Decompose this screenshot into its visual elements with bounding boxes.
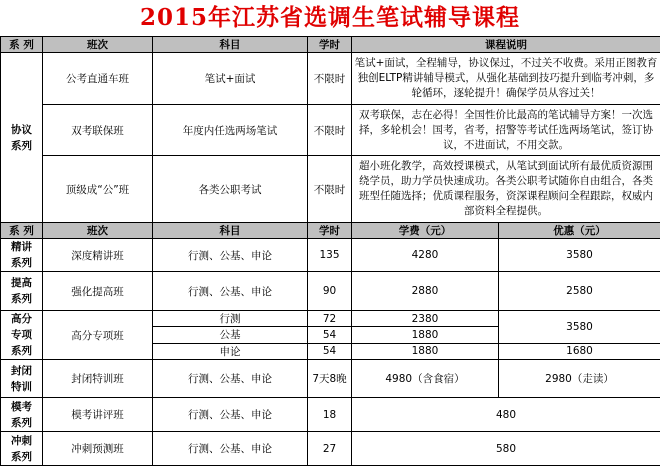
header-series: 系 列 (1, 37, 43, 53)
hours: 不限时 (308, 53, 352, 105)
class-name: 冲刺预测班 (43, 432, 153, 466)
class-name: 双考联保班 (43, 105, 153, 156)
header-hours: 学时 (308, 223, 352, 239)
header-desc: 课程说明 (352, 37, 660, 53)
table-row (1, 272, 660, 311)
class-name: 高分专项班 (43, 311, 153, 360)
header-subject: 科目 (153, 223, 308, 239)
header-class: 班次 (43, 223, 153, 239)
table-row (1, 53, 660, 105)
category-agreement (1, 53, 43, 223)
header-class: 班次 (43, 37, 153, 53)
category-line: 协议 (11, 123, 32, 136)
page-title: 2015年江苏省选调生笔试辅导课程 (139, 4, 520, 31)
discount: 3580 (499, 311, 660, 344)
category-special (1, 311, 43, 360)
subject: 行测、公基、申论 (153, 398, 308, 432)
subject: 年度内任选两场笔试 (153, 105, 308, 156)
hours: 135 (308, 239, 352, 272)
class-name: 公考直通车班 (43, 53, 153, 105)
category-line: 系列 (11, 139, 32, 152)
category-closed (1, 360, 43, 398)
header-row-1 (1, 37, 660, 53)
table-row (1, 311, 660, 327)
table-row (1, 105, 660, 156)
category-line: 系列 (11, 293, 32, 305)
subject: 行测、公基、申论 (153, 432, 308, 466)
category-line: 系列 (11, 416, 32, 429)
class-name: 深度精讲班 (43, 239, 153, 272)
category-sprint (1, 432, 43, 466)
hours: 27 (308, 432, 352, 466)
class-name: 强化提高班 (43, 272, 153, 311)
category-line: 系列 (11, 257, 32, 269)
discount: 2980（走读） (499, 360, 660, 398)
course-table (0, 36, 660, 466)
subject: 笔试+面试 (153, 53, 308, 105)
fee: 4280 (352, 239, 499, 272)
price: 480 (352, 398, 660, 432)
class-name: 封闭特训班 (43, 360, 153, 398)
course-description: 双考联保，志在必得！全国性价比最高的笔试辅导方案！一次选择，多轮机会！国考，省考，招警等考试任选两场笔试，签订协议，不进面试，不用交款。 (352, 105, 660, 156)
category-line: 提高 (11, 277, 32, 289)
category-line: 冲刺 (11, 434, 32, 447)
category-line: 高分 (11, 313, 32, 325)
category-line: 系列 (11, 450, 32, 463)
category-line: 专项 (11, 329, 32, 341)
category-line: 封闭 (11, 364, 32, 377)
course-description: 超小班化教学，高效授课模式，从笔试到面试所有最优质资源围绕学员，助力学员快速成功。各类公职考试随你自由组合，各类班型任随选择；优质课程服务，资深课程顾问全程跟踪，权威内部资料全程提供。 (352, 156, 660, 223)
category-line: 特训 (11, 380, 32, 393)
hours: 54 (308, 327, 352, 343)
header-hours: 学时 (308, 37, 352, 53)
header-fee: 学费（元） (352, 223, 499, 239)
category-line: 系列 (11, 345, 32, 357)
subject: 行测 (153, 311, 308, 327)
table-row (1, 239, 660, 272)
hours: 54 (308, 343, 352, 359)
table-row (1, 398, 660, 432)
header-discount: 优惠（元） (499, 223, 660, 239)
hours: 72 (308, 311, 352, 327)
category-improve (1, 272, 43, 311)
category-line: 模考 (11, 400, 32, 413)
header-row-2 (1, 223, 660, 239)
hours: 不限时 (308, 156, 352, 223)
hours: 90 (308, 272, 352, 311)
hours: 7天8晚 (308, 360, 352, 398)
subject: 申论 (153, 343, 308, 359)
fee: 1880 (352, 327, 499, 343)
discount: 1680 (499, 343, 660, 359)
category-line: 精讲 (11, 241, 32, 253)
price: 580 (352, 432, 660, 466)
table-row (1, 432, 660, 466)
discount: 3580 (499, 239, 660, 272)
subject: 行测、公基、申论 (153, 360, 308, 398)
fee: 2880 (352, 272, 499, 311)
hours: 18 (308, 398, 352, 432)
fee: 2380 (352, 311, 499, 327)
discount: 2580 (499, 272, 660, 311)
fee: 1880 (352, 343, 499, 359)
header-series: 系 列 (1, 223, 43, 239)
table-row (1, 360, 660, 398)
subject: 各类公职考试 (153, 156, 308, 223)
class-name: 模考讲评班 (43, 398, 153, 432)
fee: 4980（含食宿） (352, 360, 499, 398)
subject: 行测、公基、申论 (153, 272, 308, 311)
subject: 公基 (153, 327, 308, 343)
header-subject: 科目 (153, 37, 308, 53)
category-mock (1, 398, 43, 432)
class-name: 顶级成“公”班 (43, 156, 153, 223)
hours: 不限时 (308, 105, 352, 156)
subject: 行测、公基、申论 (153, 239, 308, 272)
table-row (1, 156, 660, 223)
course-description: 笔试+面试，全程辅导，协议保过，不过关不收费。采用正图教育独创ELTP精讲辅导模式，从强化基础到技巧提升到临考冲刺，多轮循环，逐轮提升！确保学员从容过关！ (352, 53, 660, 105)
category-intensive (1, 239, 43, 272)
